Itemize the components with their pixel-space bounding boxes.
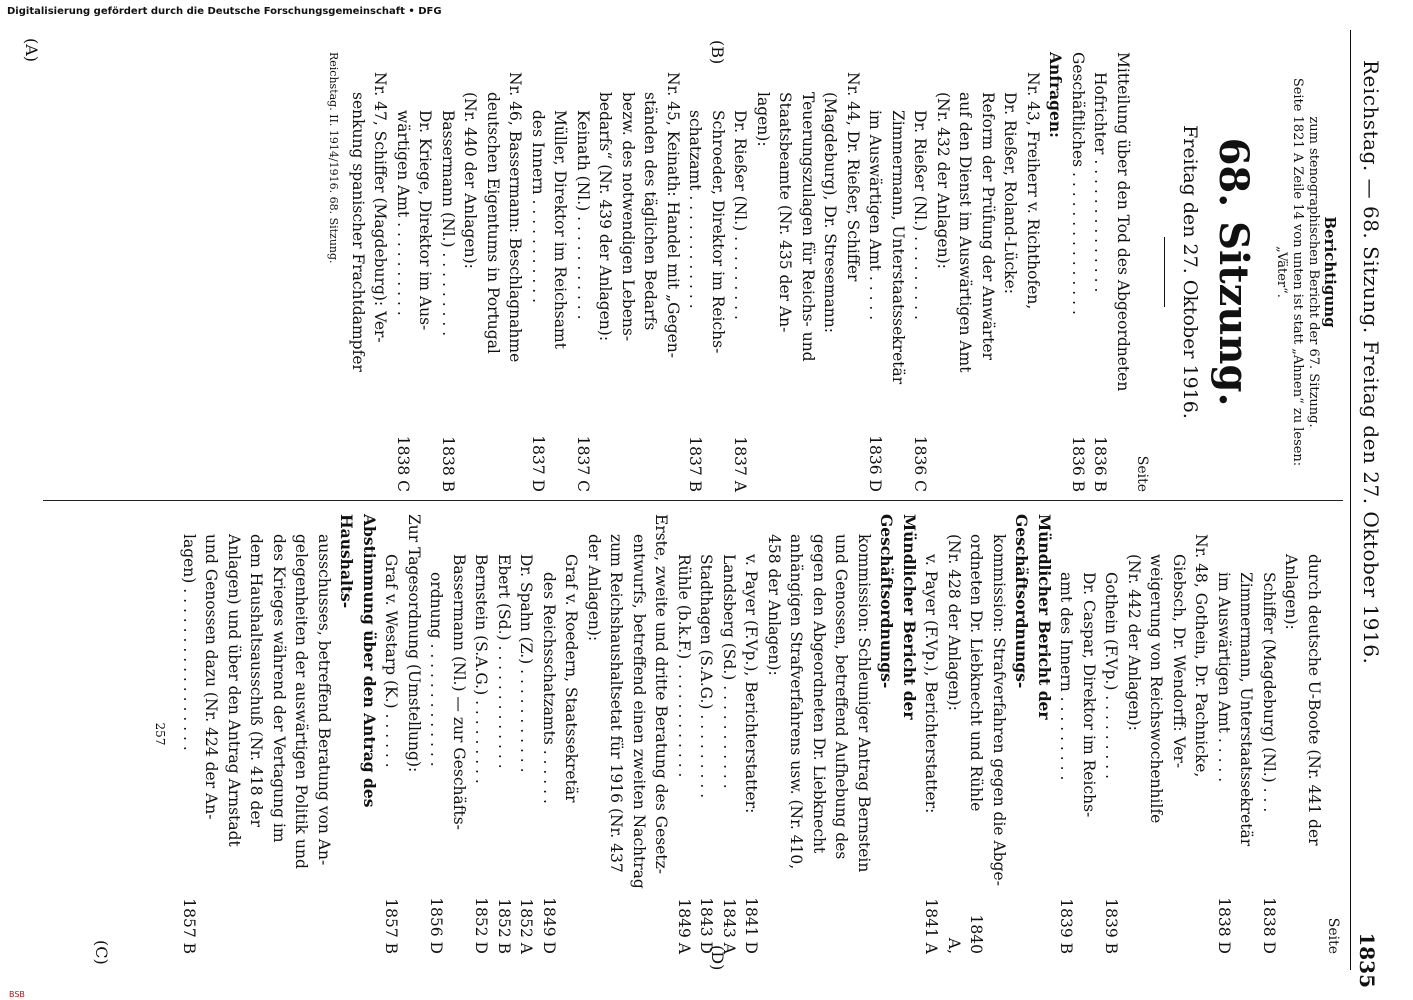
toc-entry — [808, 514, 831, 954]
toc-entry — [583, 514, 606, 954]
toc-entry — [740, 514, 763, 954]
left-footer: Reichstag. II. 1914/1916. 68. Sitzung. — [327, 52, 341, 264]
toc-entry-text: entwurfs, betreffend einen zweiten Nachtrag — [630, 534, 648, 889]
toc-entry-text: Ebert (Sd.) . . . . . . . . . . . . . — [495, 554, 513, 769]
toc-entry — [797, 52, 820, 492]
toc-entry — [977, 52, 1000, 492]
toc-entry-text: Schroeder, Direktor im Reichs- — [709, 110, 727, 354]
toc-entry — [864, 52, 887, 492]
toc-entry — [335, 514, 380, 954]
toc-entry — [560, 514, 583, 954]
toc-entry — [482, 52, 505, 492]
toc-entry-page-ref: 1843 D — [697, 897, 716, 954]
toc-entry-text: Bernstein (S.A.G.) . . . . . . . . . — [472, 554, 491, 784]
toc-entry-page-ref: 1840 A, 1841 A — [922, 898, 986, 954]
toc-entry — [684, 52, 707, 492]
toc-entry-page-ref: 1839 B — [1102, 898, 1121, 954]
seite-label: Seite — [1134, 455, 1150, 492]
toc-entry-text: gegen den Abgeordneten Dr. Liebknecht — [810, 534, 828, 854]
toc-entry — [504, 52, 527, 492]
margin-mark-c: (C) — [92, 940, 111, 965]
toc-entry — [459, 52, 482, 492]
toc-entry-text: Keinath (Nl.) . . . . . . . . . . . — [574, 110, 592, 320]
toc-entry-page-ref: 1837 B — [686, 436, 705, 492]
toc-entry-text: Dr. Rießer (Nl.) . . . . . . . . . — [911, 110, 930, 320]
toc-entry — [965, 514, 988, 954]
toc-entry — [369, 52, 392, 492]
left-column — [322, 52, 1341, 492]
toc-entry — [830, 514, 853, 954]
toc-entry — [695, 514, 718, 954]
toc-entry-text: wärtigen Amt . . . . . . . . . . — [394, 110, 412, 316]
toc-entry-page-ref: 1838 C — [394, 435, 412, 492]
session-title: 68. Sitzung. — [1210, 137, 1257, 407]
toc-entry — [572, 52, 595, 492]
toc-entry — [425, 514, 448, 954]
toc-entry-text: des Krieges während der Vertagung im — [270, 534, 288, 843]
toc-entry — [785, 514, 808, 954]
running-header: Reichstag. — 68. Sitzung. Freitag den 27. Oktober 1916. — [1359, 60, 1383, 665]
toc-entry-text: der Anlagen): — [585, 534, 603, 642]
toc-entry-page-ref: 1843 A — [720, 898, 738, 954]
margin-mark-a: (A) — [22, 38, 41, 63]
toc-entry — [515, 514, 538, 954]
toc-entry-text: ordneten Dr. Liebknecht und Rühle — [967, 534, 986, 812]
toc-entry-text: v. Payer (F.Vp.), Berichterstatter: — [922, 554, 941, 814]
toc-entry-text: Geschäftliches . . . . . . . . . . . . . . . — [1069, 52, 1087, 315]
toc-entry — [290, 514, 313, 954]
toc-entry-text: Zimmermann, Unterstaatssekretär — [1237, 572, 1256, 847]
toc-entry-text: senkung spanischer Frachtdampfer — [349, 92, 367, 372]
toc-entry — [842, 52, 865, 492]
toc-entry-text: Mündlicher Bericht der Geschäftsordnungs- — [877, 514, 919, 720]
toc-entry-page-ref: 1841 D — [742, 897, 761, 954]
toc-entry-text: (Nr. 432 der Anlagen): — [934, 92, 952, 269]
toc-entry — [1123, 514, 1146, 954]
toc-entry-text: Zimmermann, Unterstaatssekretär — [889, 110, 907, 385]
toc-entry-page-ref: 1857 B — [180, 898, 198, 954]
toc-entry — [380, 514, 403, 954]
correction-line-1: zum stenographischen Bericht der 67. Sitzung. — [1306, 116, 1321, 428]
toc-entry-text: Stadthagen (S.A.G.) . . . . . . . . . — [697, 554, 716, 799]
toc-entry-text: (Nr. 428 der Anlagen): — [945, 534, 963, 711]
toc-entry-text: Nr. 46, Bassermann: Beschlagnahme — [506, 72, 525, 363]
toc-entry-text: Nr. 48, Gothein, Dr. Pachnicke, — [1192, 534, 1211, 778]
toc-entry-text: schatzamt . . . . . . . . . . . . — [686, 110, 705, 309]
header-rule — [1350, 30, 1351, 970]
toc-entry — [1078, 514, 1101, 954]
toc-entry — [887, 52, 910, 492]
toc-entry-page-ref: 1849 D — [540, 897, 558, 954]
toc-entry — [875, 514, 920, 954]
margin-mark-b: (B) — [708, 40, 727, 65]
toc-entry — [920, 514, 943, 954]
toc-entry-page-ref: 1836 B — [1091, 436, 1110, 492]
toc-entry-text: Zur Tagesordnung (Umstellung): — [405, 514, 423, 773]
toc-entry-text: Nr. 45, Keinath: Handel mit „Gegen- — [664, 72, 682, 359]
toc-entry — [1213, 514, 1236, 954]
toc-entry-text: (Magdeburg), Dr. Stresemann: — [821, 92, 840, 333]
correction-title: Berichtigung — [1321, 216, 1339, 328]
correction-line-2: Seite 1821 A Zeile 14 von unten ist statt „Ahnen“ zu lesen: „Väter“. — [1274, 77, 1305, 467]
funding-sidebar: Digitalisierung gefördert durch die Deutsche Forschungsgemeinschaft • DFG — [7, 6, 442, 17]
toc-entry — [1190, 514, 1213, 954]
toc-entry — [1067, 52, 1090, 492]
toc-entry-text: Teuerungszulagen für Reichs- und — [799, 92, 817, 362]
toc-entry — [1044, 52, 1067, 492]
toc-entry-text: Anfragen: — [1046, 52, 1066, 138]
toc-entry-text: und Genossen, betreffend Aufhebung des — [832, 534, 851, 860]
toc-entry — [605, 514, 628, 954]
toc-entry — [617, 52, 640, 492]
toc-entry — [594, 52, 617, 492]
left-entry-list — [347, 52, 1135, 492]
toc-entry-page-ref: 1836 B — [1069, 436, 1087, 492]
toc-entry — [628, 514, 651, 954]
toc-entry — [245, 514, 268, 954]
toc-entry — [774, 52, 797, 492]
toc-entry-text: auf den Dienst im Auswärtigen Amt — [956, 92, 975, 373]
toc-entry-page-ref: 1838 D — [1260, 897, 1278, 954]
toc-entry-text: dem Haushaltsausschuß (Nr. 418 der — [247, 534, 266, 828]
toc-entry-page-ref: 1857 B — [382, 898, 401, 954]
toc-entry-page-ref: 1838 B — [439, 436, 457, 492]
toc-entry-text: ständen des täglichen Bedarfs — [641, 92, 660, 331]
toc-entry-text: lagen): — [754, 92, 772, 147]
toc-entry — [223, 514, 246, 954]
toc-entry — [763, 514, 786, 954]
toc-entry — [662, 52, 685, 492]
toc-entry — [1022, 52, 1045, 492]
toc-entry-page-ref: 1837 D — [529, 435, 547, 492]
toc-entry-text: kommission: Schleuniger Antrag Bernstein — [855, 534, 873, 873]
toc-entry-page-ref: 1849 A — [675, 898, 693, 954]
toc-entry-page-ref: 1856 D — [427, 897, 446, 954]
toc-entry — [392, 52, 415, 492]
toc-entry — [639, 52, 662, 492]
right-entry-list — [178, 514, 1326, 954]
toc-entry — [853, 514, 876, 954]
toc-entry-text: Hofrichter . . . . . . . . . . . . . . — [1091, 72, 1110, 293]
toc-entry-text: kommission: Strafverfahren gegen die Abge- — [990, 534, 1008, 886]
toc-entry — [1168, 514, 1191, 954]
toc-entry — [1235, 514, 1258, 954]
toc-entry-text: Reform der Prüfung der Anwärter — [979, 92, 997, 361]
toc-entry — [999, 52, 1022, 492]
toc-entry-text: Gothein (F.Vp.) . . . . . . . . . — [1102, 572, 1121, 780]
column-divider — [43, 500, 1343, 501]
toc-entry — [200, 514, 223, 954]
toc-entry-text: Dr. Spahn (Z.) . . . . . . . . . . . — [517, 554, 536, 773]
toc-entry-text: weigerung von Reichswochenhilfe — [1147, 554, 1166, 824]
toc-entry-text: Nr. 47, Schiffer (Magdeburg): Ver- — [371, 72, 390, 343]
toc-entry-text: Dr. Rießer (Nl.) . . . . . . . . . — [731, 110, 750, 320]
toc-entry-page-ref: 1852 A — [517, 898, 536, 954]
toc-entry-text: Dr. Rießer, Roland-Lücke: — [1001, 92, 1020, 294]
toc-entry-text: Abstimmung über den Antrag des Haushalts- — [337, 514, 379, 808]
toc-entry — [729, 52, 752, 492]
toc-entry — [1112, 52, 1135, 492]
library-mark: BSB — [9, 990, 25, 999]
toc-entry-page-ref: 1837 A — [731, 436, 750, 492]
toc-entry-text: Dr. Caspar, Direktor im Reichs- — [1080, 572, 1098, 818]
toc-entry — [549, 52, 572, 492]
toc-entry-text: Schiffer (Magdeburg) (Nl.) . . . — [1260, 572, 1278, 813]
toc-entry-text: deutschen Eigentums in Portugal — [484, 92, 502, 354]
toc-entry — [1089, 52, 1112, 492]
toc-entry-text: v. Payer (F.Vp.), Berichterstatter: — [742, 554, 761, 814]
toc-entry-text: des Innern . . . . . . . . . . . — [529, 110, 547, 304]
toc-entry-text: ordnung . . . . . . . . . . . . . — [427, 572, 446, 767]
toc-entry-page-ref: 1852 B — [495, 898, 513, 954]
toc-entry-text: gelegenheiten der auswärtigen Politik und — [292, 534, 311, 869]
toc-entry-text: Staatsbeamte (Nr. 435 der An- — [776, 92, 795, 333]
toc-entry-text: (Nr. 440 der Anlagen): — [461, 92, 480, 269]
toc-entry-text: im Auswärtigen Amt . . . . . — [866, 110, 885, 321]
toc-entry-page-ref: 1836 D — [866, 435, 885, 492]
toc-entry-text: Dr. Kriege, Direktor im Aus- — [416, 110, 435, 331]
toc-entry — [1100, 514, 1123, 954]
toc-entry — [943, 514, 966, 954]
toc-entry-page-ref: 1852 D — [472, 897, 491, 954]
toc-entry-text: Bassermann (Nl.) — zur Geschäfts- — [450, 554, 468, 830]
title-rule — [1164, 237, 1165, 307]
toc-entry — [1055, 514, 1078, 954]
toc-entry-text: Nr. 44, Dr. Rießer, Schiffer — [844, 72, 862, 282]
toc-entry-text: im Auswärtigen Amt . . . . . — [1215, 572, 1233, 783]
toc-entry — [448, 514, 471, 954]
toc-entry-page-ref: 1838 D — [1215, 897, 1233, 954]
toc-entry-text: Müller, Direktor im Reichsamt — [551, 110, 570, 349]
toc-entry — [1280, 514, 1303, 954]
toc-entry — [988, 514, 1011, 954]
toc-entry — [403, 514, 426, 954]
toc-entry-text: Erste, zweite und dritte Beratung des Gesetz- — [652, 514, 671, 875]
toc-entry-text: Giebsch, Dr. Wendorff: Ver- — [1170, 554, 1188, 769]
toc-entry — [313, 514, 336, 954]
toc-entry-text: Nr. 43, Freiherr v. Richthofen, — [1024, 72, 1042, 310]
toc-entry — [707, 52, 730, 492]
toc-entry-text: Graf v. Westarp (K.) . . . . . . — [382, 554, 401, 768]
toc-entry-text: lagen) . . . . . . . . . . . . . . . . . — [180, 534, 198, 751]
toc-entry-text: bedarfs“ (Nr. 439 der Anlagen): — [596, 92, 615, 342]
session-date: Freitag den 27. Oktober 1916. — [1179, 125, 1201, 419]
toc-entry — [268, 514, 291, 954]
toc-entry — [1010, 514, 1055, 954]
toc-entry-text: Anlagen): — [1282, 554, 1301, 630]
toc-entry-text: Mündlicher Bericht der Geschäftsordnungs- — [1012, 514, 1054, 720]
toc-entry-text: durch deutsche U-Boote (Nr. 441 der — [1305, 554, 1323, 846]
toc-entry — [819, 52, 842, 492]
toc-entry-text: zum Reichshaushaltsetat für 1916 (Nr. 437 — [607, 534, 626, 873]
toc-entry — [932, 52, 955, 492]
toc-entry-text: bezw. des notwendigen Lebens- — [619, 92, 637, 342]
toc-entry — [650, 514, 673, 954]
toc-entry — [1145, 514, 1168, 954]
toc-entry — [493, 514, 516, 954]
toc-entry-page-ref: 1839 B — [1057, 898, 1076, 954]
toc-entry-text: ausschusses, betreffend Beratung von An- — [315, 534, 333, 866]
toc-entry — [909, 52, 932, 492]
toc-entry-text: amt des Innern . . . . . . . . . — [1057, 572, 1076, 781]
toc-entry — [527, 52, 550, 492]
toc-entry-text: Rühle (b.k.F.) . . . . . . . . . . . . — [675, 554, 693, 778]
signature-mark: 257 — [153, 722, 168, 746]
toc-entry-text: Mitteilung über den Tod des Abgeordneten — [1114, 52, 1132, 392]
seite-label-right: Seite — [1325, 917, 1341, 954]
toc-entry-text: Anlagen) und über den Antrag Arnstadt — [225, 534, 243, 847]
toc-entry — [718, 514, 741, 954]
toc-entry — [673, 514, 696, 954]
toc-entry-text: Bassermann (Nl.) . . . . . . . . . — [439, 110, 457, 337]
toc-entry-page-ref: 1836 C — [911, 435, 930, 492]
toc-entry — [752, 52, 775, 492]
page-number: 1835 — [1355, 932, 1379, 988]
toc-entry-text: und Genossen dazu (Nr. 424 der An- — [202, 534, 221, 820]
toc-entry — [954, 52, 977, 492]
toc-entry — [1303, 514, 1326, 954]
toc-entry-text: Landsberg (Sd.) . . . . . . . . . . . — [720, 554, 738, 789]
toc-entry — [437, 52, 460, 492]
margin-mark-d: (D) — [708, 945, 727, 971]
toc-entry — [1258, 514, 1281, 954]
toc-entry — [178, 514, 201, 954]
toc-entry — [470, 514, 493, 954]
toc-entry-text: Graf v. Roedern, Staatssekretär — [562, 554, 581, 803]
toc-entry — [538, 514, 561, 954]
toc-entry — [414, 52, 437, 492]
toc-entry-text: (Nr. 442 der Anlagen): — [1125, 554, 1143, 731]
toc-entry-text: 458 der Anlagen): — [765, 534, 783, 676]
toc-entry — [347, 52, 370, 492]
toc-entry-page-ref: 1837 C — [574, 435, 592, 492]
toc-entry-text: anhängigen Strafverfahrens usw. (Nr. 410, — [787, 534, 806, 870]
right-column — [149, 514, 1341, 954]
toc-entry-text: des Reichsschatzamts . . . . . . — [540, 572, 558, 804]
